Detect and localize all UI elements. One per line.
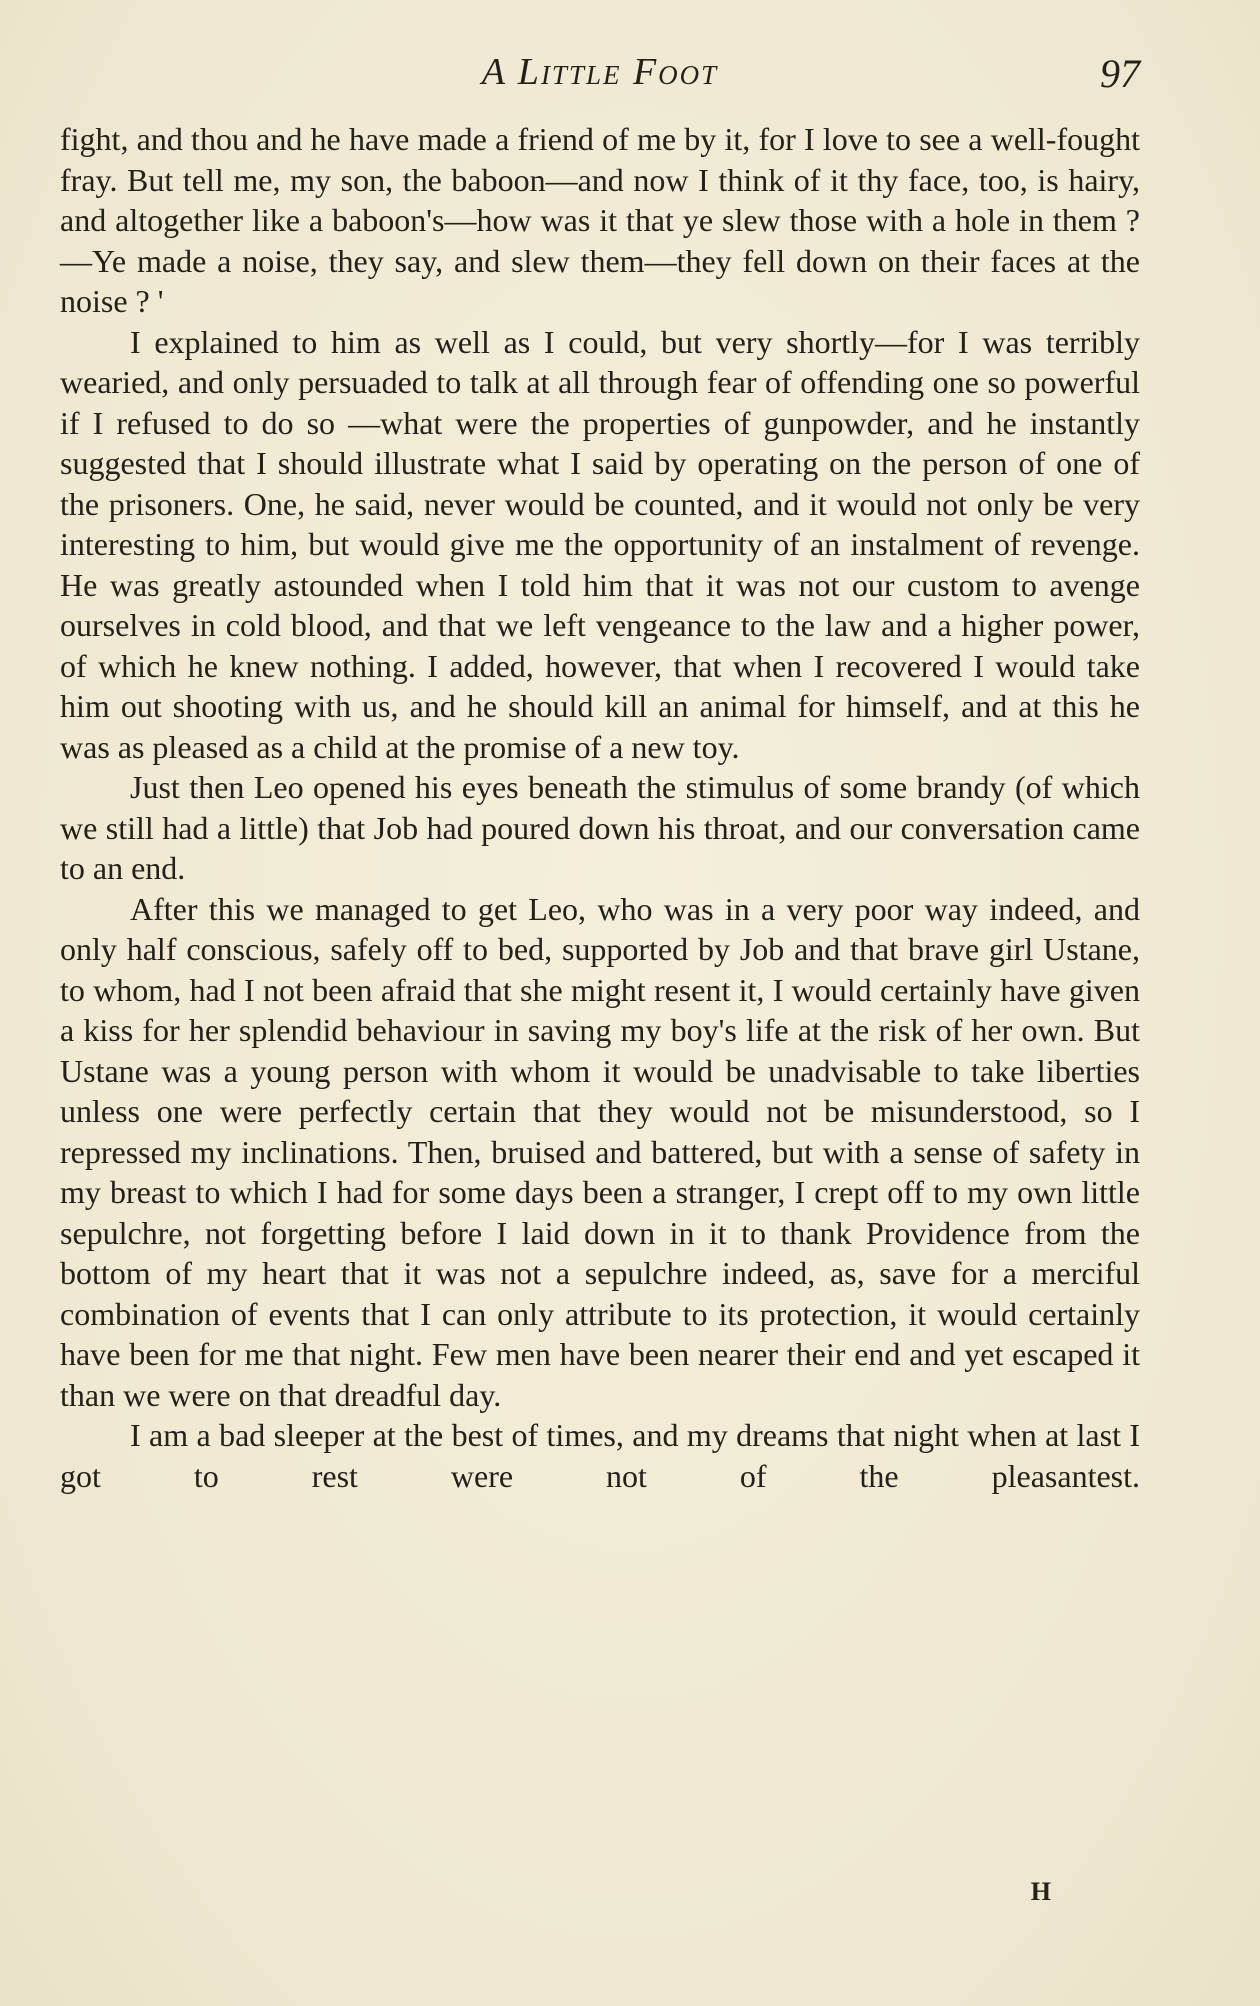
paragraph-3: Just then Leo opened his eyes beneath the stimulus of some brandy (of which we still had a little) that Job had poured down his throat, and our conversation came to an end. [60, 769, 1140, 886]
paragraph-4: After this we managed to get Leo, who was in a very poor way indeed, and only half conscious, safely off to bed, supported by Job and that brave girl Ustane, to whom, had I not been afraid that she might resent it, I would certainly have given a kiss for her splendid behaviour in saving my boy's life at the risk of her own. But Ustane was a young person with whom it would be unadvisable to take liberties unless one were perfectly certain that they would not be misunderstood, so I repressed my inclinations. Then, bruised and battered, but with a sense of safety in my breast to which I had for some days been a stranger, I crept off to my own little sepulchre, not forgetting before I laid down in it to thank Providence from the bottom of my heart that it was not a sepulchre indeed, as, save for a merciful combination of events that I can only attribute to its protection, it would certainly have been for me that night. Few men have been nearer their end and yet escaped it than we were on that dreadful day. [60, 890, 1140, 1413]
chapter-title: A Little Foot [481, 51, 719, 93]
signature-mark: H [1030, 1877, 1052, 1906]
paragraph-2: I explained to him as well as I could, but very shortly—for I was terribly wearied, and only persuaded to talk at all through fear of offending one so powerful if I refused to do so —what were the properties of gunpowder, and he instantly suggested that I should illustrate what I said by operating on the person of one of the prisoners. One, he said, never would be counted, and it would not only be very interesting to him, but would give me the opportunity of an instalment of revenge. He was greatly astounded when I told him that it was not our custom to avenge ourselves in cold blood, and that we left vengeance to the law and a higher power, of which he knew nothing. I added, however, that when I recovered I would take him out shooting with us, and he should kill an animal for himself, and at this he was as pleased as a child at the promise of a new toy. [60, 323, 1140, 765]
paragraph-1: fight, and thou and he have made a friend of me by it, for I love to see a well-fought fray. But tell me, my son, the baboon—and now I think of it thy face, too, is hairy, and altogether like a baboon's—how was it that ye slew those with a hole in them ?—Ye made a noise, they say, and slew them—they fell down on their faces at the noise ? ' [60, 121, 1140, 319]
page-number: 97 [1100, 51, 1140, 96]
running-head [60, 50, 1140, 110]
paragraph-5: I am a bad sleeper at the best of times, and my dreams that night when at last I got to rest were not of the pleasantest. [60, 1417, 1140, 1494]
body-text [60, 119, 1140, 1496]
